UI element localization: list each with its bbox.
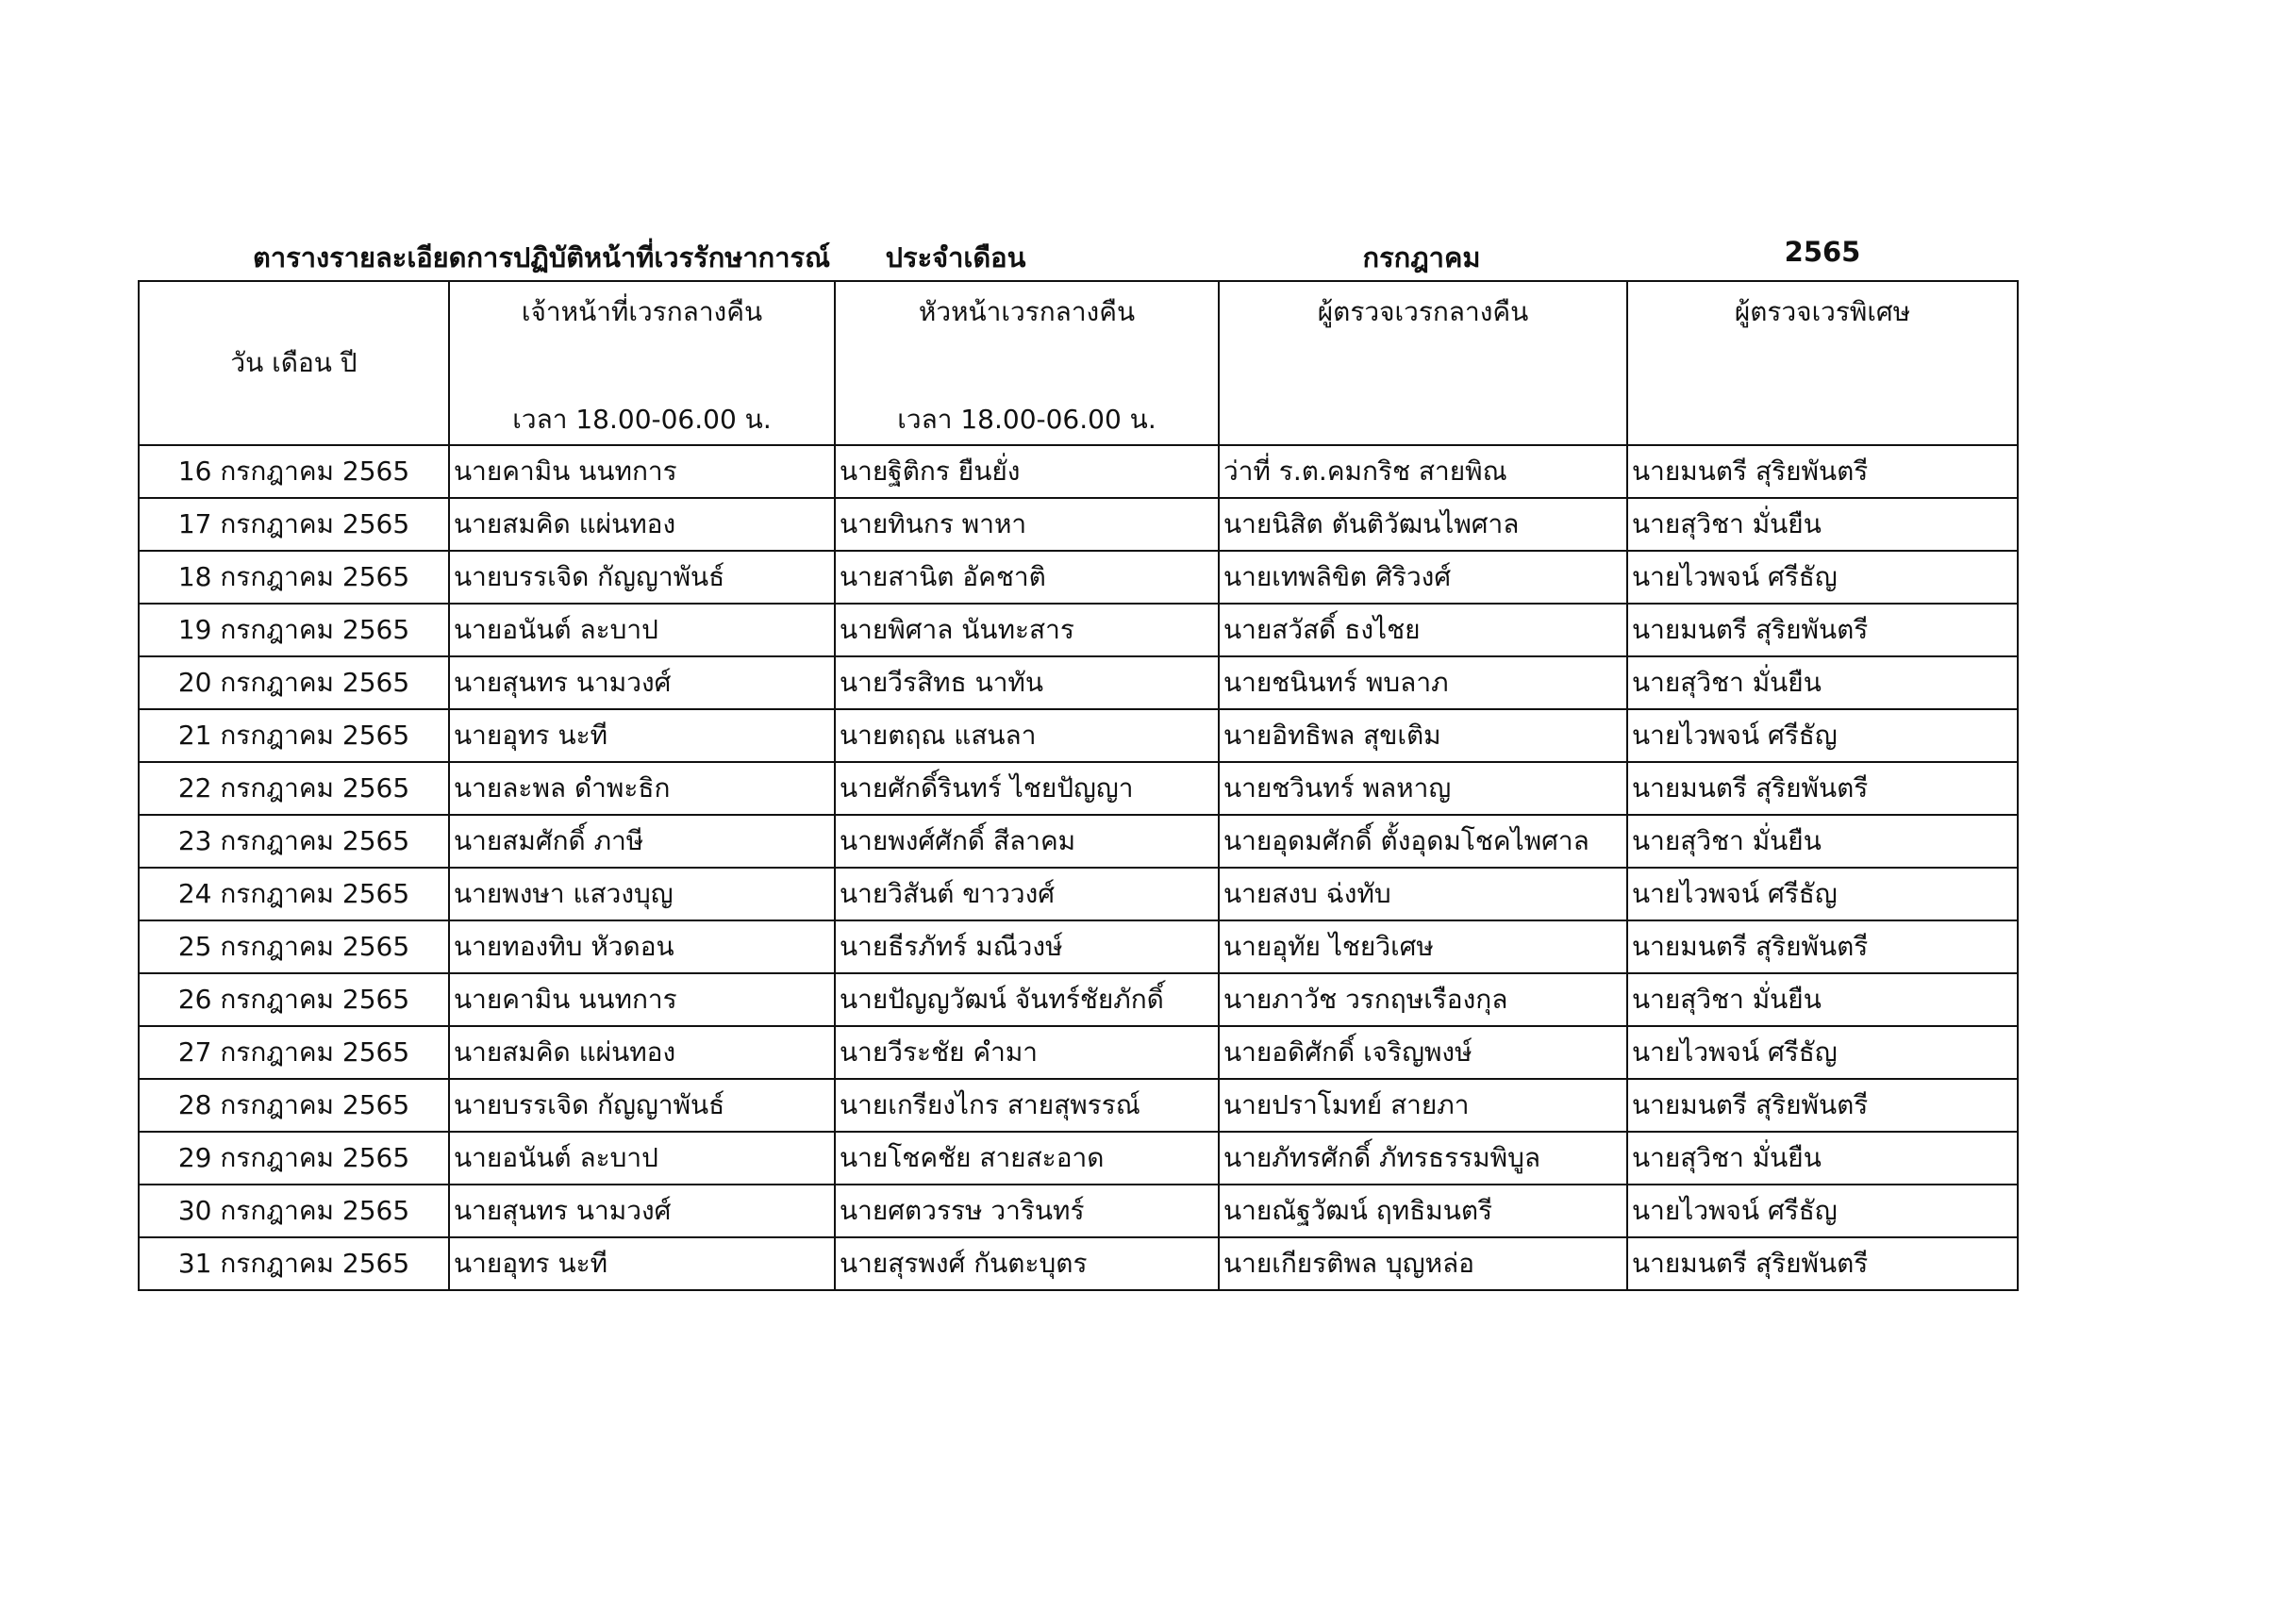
- night-inspector-cell: นายสวัสดิ์ ธงไชย: [1219, 604, 1627, 656]
- night-chief-cell: นายวีระชัย คำมา: [835, 1026, 1219, 1079]
- night-officer-cell: นายพงษา แสวงบุญ: [449, 868, 835, 920]
- night-chief-cell: นายสานิต อัคชาติ: [835, 551, 1219, 604]
- table-row: [139, 1132, 2018, 1185]
- night-officer-cell: นายสมคิด แผ่นทอง: [449, 498, 835, 551]
- header-label: หัวหน้าเวรกลางคืน: [918, 296, 1136, 327]
- night-officer-cell: นายอนันต์ ละบาป: [449, 604, 835, 656]
- header-date: [139, 281, 449, 445]
- special-inspector-cell: นายสุวิชา มั่นยืน: [1627, 973, 2018, 1026]
- night-inspector-cell: นายเทพลิขิต ศิริวงศ์: [1219, 551, 1627, 604]
- night-inspector-cell: ว่าที่ ร.ต.คมกริช สายพิณ: [1219, 445, 1627, 498]
- header-label: ผู้ตรวจเวรพิเศษ: [1734, 296, 1911, 327]
- date-cell: 24 กรกฎาคม 2565: [139, 868, 449, 920]
- night-chief-cell: นายวีรสิทธ นาทัน: [835, 656, 1219, 709]
- night-inspector-cell: นายอดิศักดิ์ เจริญพงษ์: [1219, 1026, 1627, 1079]
- night-officer-cell: นายสมคิด แผ่นทอง: [449, 1026, 835, 1079]
- night-officer-cell: นายอุทร นะที: [449, 709, 835, 762]
- table-row: [139, 656, 2018, 709]
- special-inspector-cell: นายไวพจน์ ศรีธัญ: [1627, 868, 2018, 920]
- night-officer-cell: นายบรรเจิด กัญญาพันธ์: [449, 551, 835, 604]
- date-cell: 27 กรกฎาคม 2565: [139, 1026, 449, 1079]
- night-officer-cell: นายบรรเจิด กัญญาพันธ์: [449, 1079, 835, 1132]
- table-row: [139, 815, 2018, 868]
- night-officer-cell: นายสุนทร นามวงศ์: [449, 1185, 835, 1237]
- header-time: เวลา 18.00-06.00 น.: [897, 404, 1156, 435]
- year-label: 2565: [1784, 236, 1861, 268]
- date-cell: 19 กรกฎาคม 2565: [139, 604, 449, 656]
- night-chief-cell: นายเกรียงไกร สายสุพรรณ์: [835, 1079, 1219, 1132]
- table-row: [139, 1079, 2018, 1132]
- special-inspector-cell: นายสุวิชา มั่นยืน: [1627, 498, 2018, 551]
- special-inspector-cell: นายมนตรี สุริยพันตรี: [1627, 604, 2018, 656]
- special-inspector-cell: นายไวพจน์ ศรีธัญ: [1627, 551, 2018, 604]
- special-inspector-cell: นายมนตรี สุริยพันตรี: [1627, 1079, 2018, 1132]
- night-chief-cell: นายตฤณ แสนลา: [835, 709, 1219, 762]
- night-officer-cell: นายอุทร นะที: [449, 1237, 835, 1290]
- date-cell: 21 กรกฎาคม 2565: [139, 709, 449, 762]
- table-row: [139, 551, 2018, 604]
- night-inspector-cell: นายภัทรศักดิ์ ภัทรธรรมพิบูล: [1219, 1132, 1627, 1185]
- date-cell: 16 กรกฎาคม 2565: [139, 445, 449, 498]
- special-inspector-cell: นายมนตรี สุริยพันตรี: [1627, 762, 2018, 815]
- header-label: ผู้ตรวจเวรกลางคืน: [1317, 296, 1529, 327]
- header-special-inspector: [1627, 281, 2018, 445]
- table-row: [139, 762, 2018, 815]
- night-chief-cell: นายศตวรรษ วารินทร์: [835, 1185, 1219, 1237]
- night-chief-cell: นายสุรพงศ์ กันตะบุตร: [835, 1237, 1219, 1290]
- night-chief-cell: นายธีรภัทร์ มณีวงษ์: [835, 920, 1219, 973]
- night-officer-cell: นายคามิน นนทการ: [449, 445, 835, 498]
- table-row: [139, 920, 2018, 973]
- header-time: เวลา 18.00-06.00 น.: [512, 404, 772, 435]
- table-row: [139, 604, 2018, 656]
- night-officer-cell: นายอนันต์ ละบาป: [449, 1132, 835, 1185]
- night-inspector-cell: นายชวินทร์ พลหาญ: [1219, 762, 1627, 815]
- header-night-inspector: [1219, 281, 1627, 445]
- special-inspector-cell: นายมนตรี สุริยพันตรี: [1627, 445, 2018, 498]
- table-row: [139, 868, 2018, 920]
- night-chief-cell: นายวิสันต์ ขาววงศ์: [835, 868, 1219, 920]
- header-row: [139, 281, 2018, 445]
- date-cell: 26 กรกฎาคม 2565: [139, 973, 449, 1026]
- special-inspector-cell: นายสุวิชา มั่นยืน: [1627, 1132, 2018, 1185]
- date-cell: 23 กรกฎาคม 2565: [139, 815, 449, 868]
- night-chief-cell: นายปัญญวัฒน์ จันทร์ชัยภักดิ์: [835, 973, 1219, 1026]
- night-inspector-cell: นายนิสิต ตันติวัฒนไพศาล: [1219, 498, 1627, 551]
- night-officer-cell: นายสุนทร นามวงศ์: [449, 656, 835, 709]
- document-title: ตารางรายละเอียดการปฏิบัติหน้าที่เวรรักษาการณ์: [253, 241, 831, 273]
- special-inspector-cell: นายไวพจน์ ศรีธัญ: [1627, 1026, 2018, 1079]
- night-chief-cell: นายพงศ์ศักดิ์ สีลาคม: [835, 815, 1219, 868]
- date-cell: 31 กรกฎาคม 2565: [139, 1237, 449, 1290]
- night-inspector-cell: นายอุทัย ไชยวิเศษ: [1219, 920, 1627, 973]
- date-cell: 18 กรกฎาคม 2565: [139, 551, 449, 604]
- night-inspector-cell: นายอุดมศักดิ์ ตั้งอุดมโชคไพศาล: [1219, 815, 1627, 868]
- table-row: [139, 709, 2018, 762]
- table-row: [139, 1026, 2018, 1079]
- special-inspector-cell: นายสุวิชา มั่นยืน: [1627, 815, 2018, 868]
- night-chief-cell: นายศักดิ์รินทร์ ไชยปัญญา: [835, 762, 1219, 815]
- header-night-officer: [449, 281, 835, 445]
- header-label: เจ้าหน้าที่เวรกลางคืน: [521, 296, 763, 327]
- special-inspector-cell: นายไวพจน์ ศรีธัญ: [1627, 1185, 2018, 1237]
- special-inspector-cell: นายสุวิชา มั่นยืน: [1627, 656, 2018, 709]
- night-inspector-cell: นายสงบ ฉ่งทับ: [1219, 868, 1627, 920]
- month-label: กรกฎาคม: [1362, 241, 1481, 273]
- table-row: [139, 498, 2018, 551]
- table-row: [139, 445, 2018, 498]
- date-cell: 17 กรกฎาคม 2565: [139, 498, 449, 551]
- night-officer-cell: นายละพล ดำพะธิก: [449, 762, 835, 815]
- night-inspector-cell: นายอิทธิพล สุขเติม: [1219, 709, 1627, 762]
- night-officer-cell: นายทองทิบ หัวดอน: [449, 920, 835, 973]
- table-row: [139, 973, 2018, 1026]
- night-inspector-cell: นายเกียรติพล บุญหล่อ: [1219, 1237, 1627, 1290]
- night-inspector-cell: นายชนินทร์ พบลาภ: [1219, 656, 1627, 709]
- table-row: [139, 1185, 2018, 1237]
- night-officer-cell: นายคามิน นนทการ: [449, 973, 835, 1026]
- night-chief-cell: นายพิศาล นันทะสาร: [835, 604, 1219, 656]
- table-row: [139, 1237, 2018, 1290]
- night-chief-cell: นายฐิติกร ยืนยั่ง: [835, 445, 1219, 498]
- header-night-chief: [835, 281, 1219, 445]
- special-inspector-cell: นายไวพจน์ ศรีธัญ: [1627, 709, 2018, 762]
- night-chief-cell: นายทินกร พาหา: [835, 498, 1219, 551]
- special-inspector-cell: นายมนตรี สุริยพันตรี: [1627, 920, 2018, 973]
- period-label: ประจำเดือน: [885, 241, 1026, 273]
- night-officer-cell: นายสมศักดิ์ ภาษี: [449, 815, 835, 868]
- special-inspector-cell: นายมนตรี สุริยพันตรี: [1627, 1237, 2018, 1290]
- duty-schedule-table: [138, 280, 2019, 1291]
- night-inspector-cell: นายปราโมทย์ สายภา: [1219, 1079, 1627, 1132]
- night-inspector-cell: นายภาวัช วรกฤษเรืองกุล: [1219, 973, 1627, 1026]
- date-cell: 29 กรกฎาคม 2565: [139, 1132, 449, 1185]
- night-inspector-cell: นายณัฐวัฒน์ ฤทธิมนตรี: [1219, 1185, 1627, 1237]
- date-cell: 20 กรกฎาคม 2565: [139, 656, 449, 709]
- date-cell: 28 กรกฎาคม 2565: [139, 1079, 449, 1132]
- date-cell: 30 กรกฎาคม 2565: [139, 1185, 449, 1237]
- date-cell: 22 กรกฎาคม 2565: [139, 762, 449, 815]
- header-date-label: วัน เดือน ปี: [230, 347, 358, 378]
- date-cell: 25 กรกฎาคม 2565: [139, 920, 449, 973]
- night-chief-cell: นายโชคชัย สายสะอาด: [835, 1132, 1219, 1185]
